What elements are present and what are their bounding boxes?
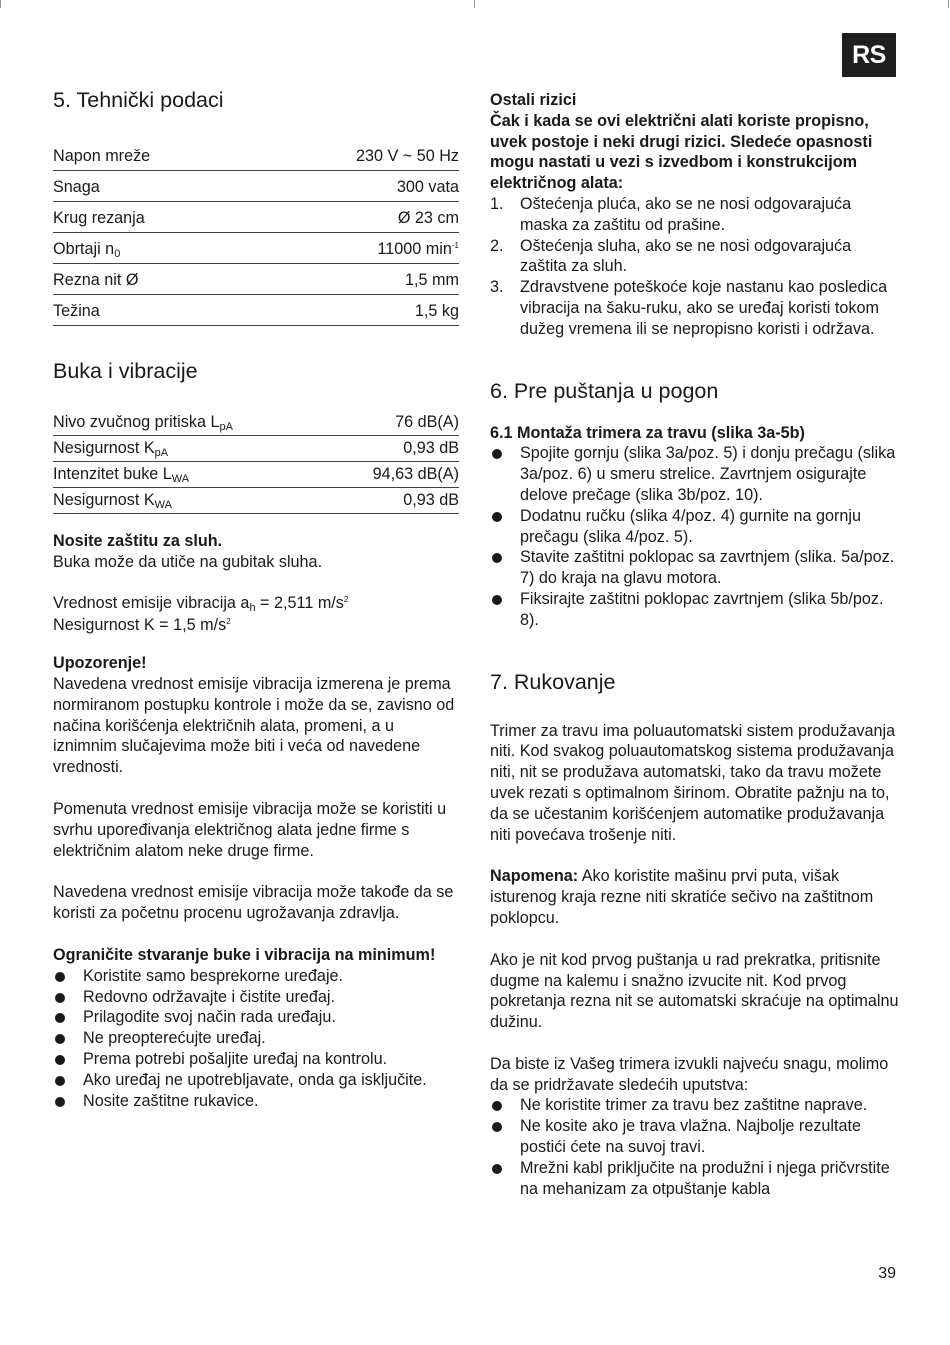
section-5-title: 5. Tehnički podaci bbox=[53, 88, 224, 112]
noise-value: 94,63 dB(A) bbox=[327, 462, 459, 488]
limit-list bbox=[53, 966, 459, 1112]
page-number: 39 bbox=[878, 1265, 896, 1282]
table-row bbox=[53, 202, 459, 233]
spec-value: 300 vata bbox=[250, 171, 459, 202]
hearing-protection-text: Buka može da utiče na gubitak sluha. bbox=[53, 552, 323, 571]
spec-value: 11000 $\min^{-1}$ bbox=[250, 233, 459, 264]
spec-value: 1,5 kg bbox=[250, 295, 459, 326]
limit-heading: Ograničite stvaranje buke i vibracija na minimum! bbox=[53, 945, 436, 964]
technical-data-table bbox=[53, 140, 459, 326]
other-risks-heading: Ostali rizici bbox=[490, 91, 577, 109]
section-6-title: 6. Pre puštanja u pogon bbox=[490, 378, 719, 403]
noise-label: Intenzitet buke $L_{WA}$ bbox=[53, 462, 327, 488]
bullet-icon bbox=[492, 1164, 502, 1174]
table-row bbox=[53, 264, 459, 295]
warning-paragraph: Pomenuta vrednost emisije vibracija može se koristiti u svrhu upoređivanja električnog alata jedne firme s električnim alatom neke druge firme. bbox=[53, 799, 447, 860]
bullet-icon bbox=[492, 553, 502, 563]
spec-value: 230 V ~ 50 Hz bbox=[250, 140, 459, 171]
bullet-icon bbox=[55, 1013, 65, 1023]
crop-mark-left bbox=[0, 0, 1, 8]
operation-paragraph: Da biste iz Vašeg trimera izvukli najveću snagu, molimo da se pridržavate sledećih uputstva: bbox=[490, 1054, 889, 1094]
bullet-icon bbox=[492, 449, 502, 459]
spec-value: Ø 23 cm bbox=[250, 202, 459, 233]
list-item: Prilagodite svoj način rada uređaju. bbox=[53, 1007, 459, 1028]
section-7-title: 7. Rukovanje bbox=[490, 669, 616, 694]
hearing-protection-heading: Nosite zaštitu za sluh. bbox=[53, 532, 223, 550]
noise-value: 0,93 dB bbox=[327, 436, 459, 462]
spec-label: Krug rezanja bbox=[53, 202, 250, 233]
spec-label: Rezna nit Ø bbox=[53, 264, 250, 295]
spec-label: Težina bbox=[53, 295, 250, 326]
list-item: Prema potrebi pošaljite uređaj na kontrolu. bbox=[53, 1049, 459, 1070]
operation-paragraph: Ako je nit kod prvog puštanja u rad prekratka, pritisnite dugme na kalemu i snažno izvucite nit. Kod prvog pokretanja rezna nit se automatski skraćuje na optimalnu dužinu. bbox=[490, 950, 899, 1032]
bullet-icon bbox=[492, 1101, 502, 1111]
vibration-uncertainty: Nesigurnost K = 1,5 $m/s^2$ bbox=[53, 616, 231, 635]
table-row bbox=[53, 171, 459, 202]
list-item: Mrežni kabl priključite na produžni i njega pričvrstite na mehanizam za otpuštanje kabla bbox=[490, 1158, 900, 1200]
language-badge: RS bbox=[842, 33, 896, 77]
noise-table bbox=[53, 410, 459, 514]
left-column bbox=[53, 86, 459, 1111]
noise-label: Nivo zvučnog pritiska $L_{pA}$ bbox=[53, 410, 327, 436]
list-item: 3. Zdravstvene poteškoće koje nastanu kao posledica vibracija na šaku-ruku, ako se uređaj koristi tokom dužeg vremena ili se nepropisno koristi i održava. bbox=[490, 278, 888, 338]
noise-value: 0,93 dB bbox=[327, 488, 459, 514]
bullet-icon bbox=[55, 1055, 65, 1065]
crop-mark-mid bbox=[474, 0, 475, 8]
bullet-icon bbox=[55, 1076, 65, 1086]
list-item: Stavite zaštitni poklopac sa zavrtnjem (slika. 5a/poz. 7) do kraja na glavu motora. bbox=[490, 547, 900, 589]
warning-paragraph: Navedena vrednost emisije vibracija može takođe da se koristi za početnu procenu ugrožavanja zdravlja. bbox=[53, 883, 454, 923]
list-item: Nosite zaštitne rukavice. bbox=[53, 1091, 459, 1112]
vibration-emission-value: Vrednost emisije vibracija $a_h = 2,511$ $m/s^2$ bbox=[53, 593, 349, 614]
table-row bbox=[53, 140, 459, 171]
list-item: Spojite gornju (slika 3a/poz. 5) i donju prečagu (slika 3a/poz. 6) u smeru strelice. Zavrtnjem osigurajte delove prečage (slika 3b/poz. 10). bbox=[490, 443, 900, 505]
operation-list bbox=[490, 1095, 900, 1199]
operation-paragraph: Trimer za travu ima poluautomatski sistem produžavanja niti. Kod svakog poluautomatskog sistema produžavanja niti, nit se produžava automatski, tako da travu možete uvek rezati s optimalnom širinom. Obratite pažnju na to, da se učestanim korišćenjem automatike produžavanja niti povećava trošenje niti. bbox=[490, 721, 896, 844]
spec-value: 1,5 mm bbox=[250, 264, 459, 295]
table-row bbox=[53, 488, 459, 514]
bullet-icon bbox=[55, 972, 65, 982]
table-row bbox=[53, 436, 459, 462]
bullet-icon bbox=[55, 993, 65, 1003]
section-6-1-heading: 6.1 Montaža trimera za travu (slika 3a-5b) bbox=[490, 423, 805, 442]
list-item: 1. Oštećenja pluća, ako se ne nosi odgovarajuća maska za zaštitu od prašine. bbox=[490, 194, 852, 234]
bullet-icon bbox=[55, 1097, 65, 1107]
assembly-list bbox=[490, 443, 900, 630]
noise-label: Nesigurnost $K_{pA}$ bbox=[53, 436, 327, 462]
bullet-icon bbox=[492, 595, 502, 605]
risks-list bbox=[490, 194, 900, 340]
list-item: Ne koristite trimer za travu bez zaštitne naprave. bbox=[490, 1095, 900, 1116]
list-item: Dodatnu ručku (slika 4/poz. 4) gurnite na gornju prečagu (slika 4/poz. 5). bbox=[490, 506, 900, 548]
spec-label: Obrtaji $n_0$ bbox=[53, 233, 250, 264]
crop-mark-right bbox=[948, 0, 949, 8]
note-paragraph: Napomena: Ako koristite mašinu prvi puta, višak isturenog kraja rezne niti skratiće sečivo na zaštitnom poklopcu. bbox=[490, 867, 874, 927]
list-item: Fiksirajte zaštitni poklopac zavrtnjem (slika 5b/poz. 8). bbox=[490, 589, 900, 631]
table-row bbox=[53, 233, 459, 264]
noise-label: Nesigurnost $K_{WA}$ bbox=[53, 488, 327, 514]
noise-vibration-title: Buka i vibracije bbox=[53, 359, 198, 383]
table-row bbox=[53, 410, 459, 436]
table-row bbox=[53, 295, 459, 326]
warning-paragraph: Navedena vrednost emisije vibracija izmerena je prema normiranom postupku kontrole i može da se, zavisno od načina korišćenja električnih alata, promeni, a u iznimnim slučajevima može biti i veća od navedene vrednosti. bbox=[53, 674, 455, 777]
list-item: 2. Oštećenja sluha, ako se ne nosi odgovarajuća zaštita za sluh. bbox=[490, 236, 852, 276]
other-risks-intro: Čak i kada se ovi električni alati koriste propisno, uvek postoje i neki drugi rizici. Sledeće opasnosti mogu nastati u vezi s izvedbom i konstrukcijom električnog alata: bbox=[490, 111, 873, 193]
list-item: Koristite samo besprekorne uređaje. bbox=[53, 966, 459, 987]
bullet-icon bbox=[492, 1122, 502, 1132]
spec-label: Snaga bbox=[53, 171, 250, 202]
right-column bbox=[490, 90, 900, 1199]
list-item: Ne kosite ako je trava vlažna. Najbolje rezultate postići ćete na suvoj travi. bbox=[490, 1116, 900, 1158]
spec-label: Napon mreže bbox=[53, 140, 250, 171]
bullet-icon bbox=[492, 512, 502, 522]
list-item: Ako uređaj ne upotrebljavate, onda ga isključite. bbox=[53, 1070, 459, 1091]
warning-heading: Upozorenje! bbox=[53, 654, 147, 673]
list-item: Redovno održavajte i čistite uređaj. bbox=[53, 987, 459, 1008]
bullet-icon bbox=[55, 1034, 65, 1044]
noise-value: 76 dB(A) bbox=[327, 410, 459, 436]
list-item: Ne preopterećujte uređaj. bbox=[53, 1028, 459, 1049]
table-row bbox=[53, 462, 459, 488]
